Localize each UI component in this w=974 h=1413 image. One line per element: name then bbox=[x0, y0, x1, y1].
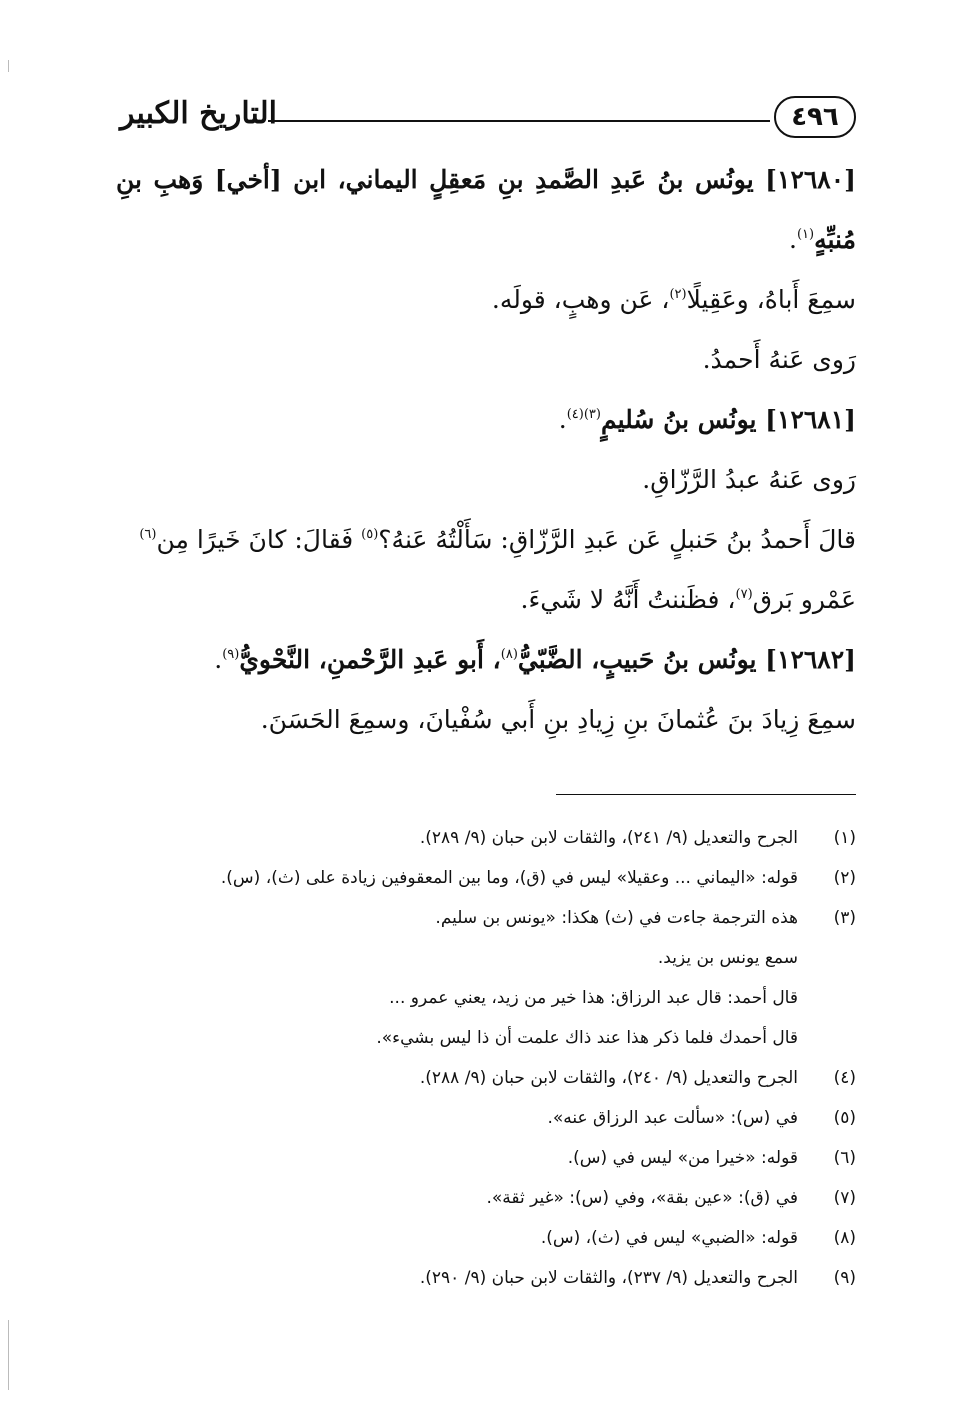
footnote-text: في (ق): «عين بقة»، وفي (س): «غير ثقة». bbox=[486, 1188, 798, 1208]
footnote-continuation: قال أحمدك فلما ذكر هذا عند ذاك علمت أن ذا ليس بشيء». bbox=[376, 1028, 798, 1048]
footnote-ref[interactable]: (٦) bbox=[139, 527, 157, 542]
footnote-number: (٧) bbox=[833, 1188, 856, 1208]
footnote bbox=[116, 1218, 856, 1258]
entry-line: رَوى عَنهُ عبدُ الرَّزّاقِ. bbox=[642, 465, 856, 494]
entry-title: [١٢٦٨٠] يونُس بنُ عَبدِ الصَّمدِ بنِ مَعقِلٍ اليماني، ابن [أخي] وَهبِ بنِ مُنبِّهٍ bbox=[116, 165, 856, 254]
page-edge-mark bbox=[8, 1320, 9, 1390]
footnote-text: في (س): «سألت عبد الرزاق عنه». bbox=[547, 1108, 798, 1128]
footnote bbox=[116, 1258, 856, 1298]
punctuation: . bbox=[214, 645, 223, 674]
text-span: قالَ أَحمدُ بنُ حَنبلٍ عَن عَبدِ الرَّزّاقِ: سَأَلْتُهُ عَنهُ؟ bbox=[378, 525, 856, 554]
footnote-number: (٣) bbox=[833, 908, 856, 928]
footnote-number: (١) bbox=[833, 828, 856, 848]
page-number: ٤٩٦ bbox=[774, 96, 856, 138]
entry-line: رَوى عَنهُ أَحمدُ. bbox=[702, 345, 856, 374]
header-rule bbox=[268, 120, 770, 122]
footnote-number: (٢) bbox=[833, 868, 856, 888]
entry-heading bbox=[116, 390, 856, 450]
footnote-continuation: قال أحمد: قال عبد الرزاق: هذا خير من زيد، يعني عمرو ... bbox=[389, 988, 798, 1008]
footnote-text: قوله: «الضبي» ليس في (ث)، (س). bbox=[540, 1228, 798, 1248]
footnote-number: (٤) bbox=[833, 1068, 856, 1088]
footnote-ref[interactable]: (٥) bbox=[361, 527, 379, 542]
entry-title: [١٢٦٨٢] يونُس بنُ حَبيبٍ، الضَّبّيُّ bbox=[517, 645, 856, 674]
text-span: فَقالَ: كانَ خَيرًا مِن bbox=[156, 525, 362, 554]
footnote-text: قوله: «خيرا من» ليس في (س). bbox=[567, 1148, 798, 1168]
footnote-ref[interactable]: (٧) bbox=[735, 587, 753, 602]
footnote-text: الجرح والتعديل (٩/ ٢٣٧)، والثقات لابن حبان (٩/ ٢٩٠). bbox=[419, 1268, 798, 1288]
entry-line bbox=[116, 570, 856, 630]
page-header bbox=[120, 92, 856, 140]
footnote-text: قوله: «اليماني ... وعقيلا» ليس في (ق)، وما بين المعقوفين زيادة على (ث)، (س). bbox=[220, 868, 798, 888]
entry-line bbox=[116, 510, 856, 570]
footnote-text: الجرح والتعديل (٩/ ٢٤٠)، والثقات لابن حبان (٩/ ٢٨٨). bbox=[419, 1068, 798, 1088]
entry-heading bbox=[116, 630, 856, 690]
entry-heading bbox=[116, 150, 856, 270]
text-span: سمِعَ أَباهُ، وعَقِيلًا bbox=[686, 285, 856, 314]
footnote-text: الجرح والتعديل (٩/ ٢٤١)، والثقات لابن حبان (٩/ ٢٨٩). bbox=[419, 828, 798, 848]
footnotes-list bbox=[116, 818, 856, 1298]
footnote bbox=[116, 898, 856, 938]
entry-line: سمِعَ زِيادَ بنَ عُثمانَ بنِ زِيادِ بنِ أَبي سُفْيانَ، وسمِعَ الحَسَنَ. bbox=[260, 705, 856, 734]
footnote bbox=[116, 1178, 856, 1218]
punctuation: . bbox=[789, 225, 797, 254]
entry-title: [١٢٦٨١] يونُس بنُ سُليمٍ bbox=[600, 405, 856, 434]
entry-line bbox=[116, 270, 856, 330]
book-title: التاريخ الكبير bbox=[120, 96, 278, 131]
page-edge-mark bbox=[8, 60, 9, 72]
footnote-number: (٦) bbox=[833, 1148, 856, 1168]
footnote-ref[interactable]: (٢) bbox=[669, 287, 687, 302]
footnote-ref[interactable]: (٨) bbox=[500, 647, 518, 662]
footnote-continuation: سمع يونس بن يزيد. bbox=[657, 948, 798, 968]
footnote bbox=[116, 858, 856, 898]
footnote-ref[interactable]: (١) bbox=[796, 227, 815, 242]
footnote bbox=[116, 1138, 856, 1178]
footnote-ref[interactable]: (٩) bbox=[222, 647, 240, 662]
text-span: ، فظَننتُ أَنَّهُ لا شَيءَ. bbox=[520, 585, 736, 614]
text-span: عَمْرو بَرق bbox=[752, 585, 856, 614]
text-span: ، عَن وهبٍ، قولَه. bbox=[491, 285, 670, 314]
footnote-text: هذه الترجمة جاءت في (ث) هكذا: «يونس بن سليم. bbox=[435, 908, 798, 928]
footnote-number: (٥) bbox=[833, 1108, 856, 1128]
footnote-ref[interactable]: (٣)(٤) bbox=[566, 407, 601, 422]
footnote-separator bbox=[556, 794, 856, 795]
entry-title: ، أَبو عَبدِ الرَّحْمنِ، النَّحْويُّ bbox=[239, 645, 501, 674]
footnote-number: (٨) bbox=[833, 1228, 856, 1248]
punctuation: . bbox=[558, 405, 567, 434]
footnote bbox=[116, 1098, 856, 1138]
footnote bbox=[116, 818, 856, 858]
footnote bbox=[116, 1058, 856, 1098]
main-text bbox=[116, 150, 856, 750]
footnote-number: (٩) bbox=[833, 1268, 856, 1288]
